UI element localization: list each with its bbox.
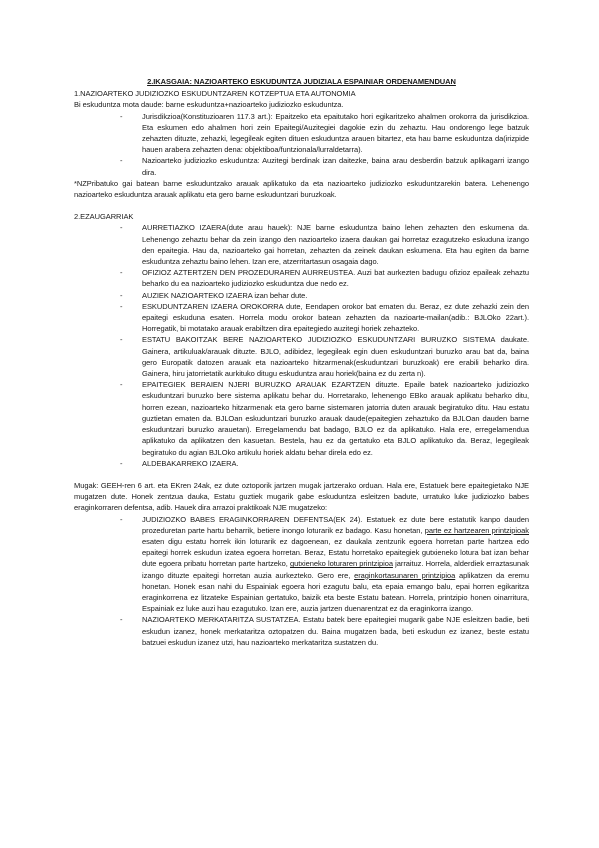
list-item: - AURRETIAZKO IZAERA(dute arau hauek): NJE barne eskuduntza baino lehen zehazten den eskumena da. Lehenengo zehaztu behar da zein izango den nazioarteko izaera daukan gai horretaz ezagutzeko eskuduna izango den epaitegia. Hau da, nazioarteko gai horretan, zehazten da zeinek daukan eskumena. Eta hau egiten da barne eskuduntza zehaztu baino lehen. Izan ere, atzerritartasun osagaia dago. <box>120 222 529 267</box>
list-item: - ESKUDUNTZAREN IZAERA OROKORRA dute, Eendapen orokor bat ematen du. Beraz, ez dute zehazki zein den epaitegi eskuduna esaten. Horrela modu orokor batean zehazten da nazioarte-mailan(adib.: BJLOko 22art.). Horregatik, bi motatako arauak erabiltzen dira epaitegiedo auzitegi horiek zehazteko. <box>120 301 529 335</box>
section-1-heading: 1.NAZIOARTEKO JUDIZIOZKO ESKUDUNTZAREN KOTZEPTUA ETA AUTONOMIA <box>74 89 356 99</box>
list-item: - AUZIEK NAZIOARTEKO IZAERA izan behar dute. <box>120 290 529 301</box>
underlined-term: eraginkortasunaren printzipioa <box>354 570 456 580</box>
spacer <box>74 200 529 211</box>
section-2-list <box>74 222 529 468</box>
list-item: - ALDEBAKARREKO IZAERA. <box>120 458 529 469</box>
text-run: esaten digu estatu horrek ikin loturarik ez dagoenean, ez daukala zentzurik egoera horretan parte hartzea edo epaitegi horrek eskudun izatea egoera horretan. Beraz, Estatu horretako epaitegiek gutxieneko lotura bat izan behar dute egoera pribatu horretan parte hartzeko, <box>142 536 529 569</box>
underlined-term: parte ez hartzearen printzipioak <box>424 525 529 535</box>
list-item: - EPAITEGIEK BERAIEN NJERI BURUZKO ARAUAK EZARTZEN dituzte. Epaile batek nazioarteko judiziozko eskuduntzari buruzko bere sistema aplikatu behar du. Horretarako, lehenengo EBko arauak aplikatu beharko ditu, horren ezean, nazioarteko hitzarmenak eta gero barne sistemaren jatorria duten arauak begiratuko ditu. Hau estatu guztietan ematen da. BJLOan eskuduntzari buruzko arauak daude(epaitegien zehaztuko da BJLOan dauden barne eskuduntzari buruzko arauetan). Erregelamendu bat badago, BJLO ez da aplikatuko. Hala ere, erregelamendua aplikatuko da aplikatzen den kasuetan. Bestela, hau ez da gertatuko eta BJLO aplikatuko da. Beraz, legegileak begiratuko du agian BJLOko artikulu horiek aldatu behar direla edo ez. <box>120 379 529 457</box>
text-run: jarraituz. Horrela, alderdiek erraztasunak izango dituzte epaitegi horretan auzia aurkezteko. Gero ere, <box>142 559 529 580</box>
list-item: - NAZIOARTEKO MERKATARITZA SUSTATZEA. Estatu batek bere epaitegiei mugarik gabe NJE esleitzen badie, beti eskudun izanez, honek merkataritza oztopatzen du. Baina mugatzen bada, beti eskudun ez izanez, beste estatu batzuei eskudun izanez utzi, hau nazioarteko merkataritza sustatzen du. <box>120 614 529 648</box>
underlined-term: gutxieneko loturaren printzipioa <box>289 559 393 569</box>
list-item <box>120 514 529 615</box>
mugak-list <box>74 514 529 648</box>
text-run: aplikatzen da eremu honetan. Honek esan nahi du Espainiak egoera hori ezagutu balu, eta epaia emango balu, epai horren egikaritza eraginkorrena ez litzateke Espainian gertatuko, baizik eta beste Estatu batean. Horrela, printzipio honen oinarritura, Espainiak ez luke auzi hau ezagutuko. Izan ere, auzia jartzen duenarentzat ez da eraginkorra izango. <box>142 570 530 614</box>
list-item: - ESTATU BAKOITZAK BERE NAZIOARTEKO JUDIZIOZKO ESKUDUNTZARI BURUZKO SISTEMA daukate. Gainera, artikuluak/arauak dituzte. BJLO, adibidez, legegileak egin duen eskuduntzari buruzko arau bat da, baina gero Europatik datozen arauak eta nazioarteko hitzarmenak(eskuduntzari buruzkoak) ere erabili beharko dira. Gainera, hiru jatorrietatik aurkituko ditugu eskuduntza arau horiek(baina ez du zerta n). <box>120 334 529 379</box>
section-1-list <box>74 111 529 178</box>
list-item: - Nazioarteko judiziozko eskuduntza: Auzitegi berdinak izan daitezke, baina arau desberdin batzuk aplikagarri izango dira. <box>120 155 529 177</box>
document-title: 2.IKASGAIA: NAZIOARTEKO ESKUDUNTZA JUDIZIALA ESPAINIAR ORDENAMENDUAN <box>147 77 456 86</box>
section-2-heading: 2.EZAUGARRIAK <box>74 212 134 222</box>
text-run: JUDIZIOZKO BABES ERAGINKORRAREN DEFENTSA(EK 24). Estatuek ez dute bere estatutik kanpo dauden prozeduretan parte hartu beharrik, betiere inongo loturarik ez badago. Kasu honetan, <box>142 514 529 535</box>
mugak-paragraph: Mugak: GEEH-ren 6 art. eta EKren 24ak, ez dute oztoporik jartzen mugak jartzerako orduan. Hala ere, Estatuek bere epaitegietako NJE mugatzen dute. Honek zentzua dauka, Estatu guztiek mugarik gabe eskuduntza esleitzen badute, urratuko luke judiziozko babes eraginkorraren defentsa, adib. Hauek dira arrazoi praktikoak NJE mugatzeko: <box>74 480 529 513</box>
section-1-intro: Bi eskuduntza mota daude: barne eskuduntza+nazioarteko judiziozko eskuduntza. <box>74 100 344 110</box>
list-item: - OFIZIOZ AZTERTZEN DEN PROZEDURAREN AURREUSTEA. Auzi bat aurkezten badugu ofizioz epaileak zehaztu beharko du ea nazioarteko judiziozko eskuduntza due nedo ez. <box>120 267 529 289</box>
spacer <box>74 469 529 480</box>
list-item: - Jurisdikzioa(Konstituzioaren 117.3 art.): Epaitzeko eta epaitutako hori egikaritzeko ahalmen orokorra da jurisdikzioa. Eta eskumen edo ahalmen hori zein Epaitegi/Auzitegiei dagokie ezin du zehaztu. Hau ondorengo lege batzuk zehazten dituzte, zehazki, legegileak egiten dituen eskuduntza arauen bitartez, eta hau barne eskuduntza da(irizpide hauen arabera zehazten dena: objektiboa/funtzionala/lurraldetarra). <box>120 111 529 156</box>
section-1-note: *NZPribatuko gai batean barne eskuduntzako arauak aplikatuko da eta nazioarteko judiziozko eskuduntzarekin batera. Lehenengo nazioarteko eskuduntza arauak aplikatu eta gero barne eskuduntzari buruzkoak. <box>74 178 529 200</box>
